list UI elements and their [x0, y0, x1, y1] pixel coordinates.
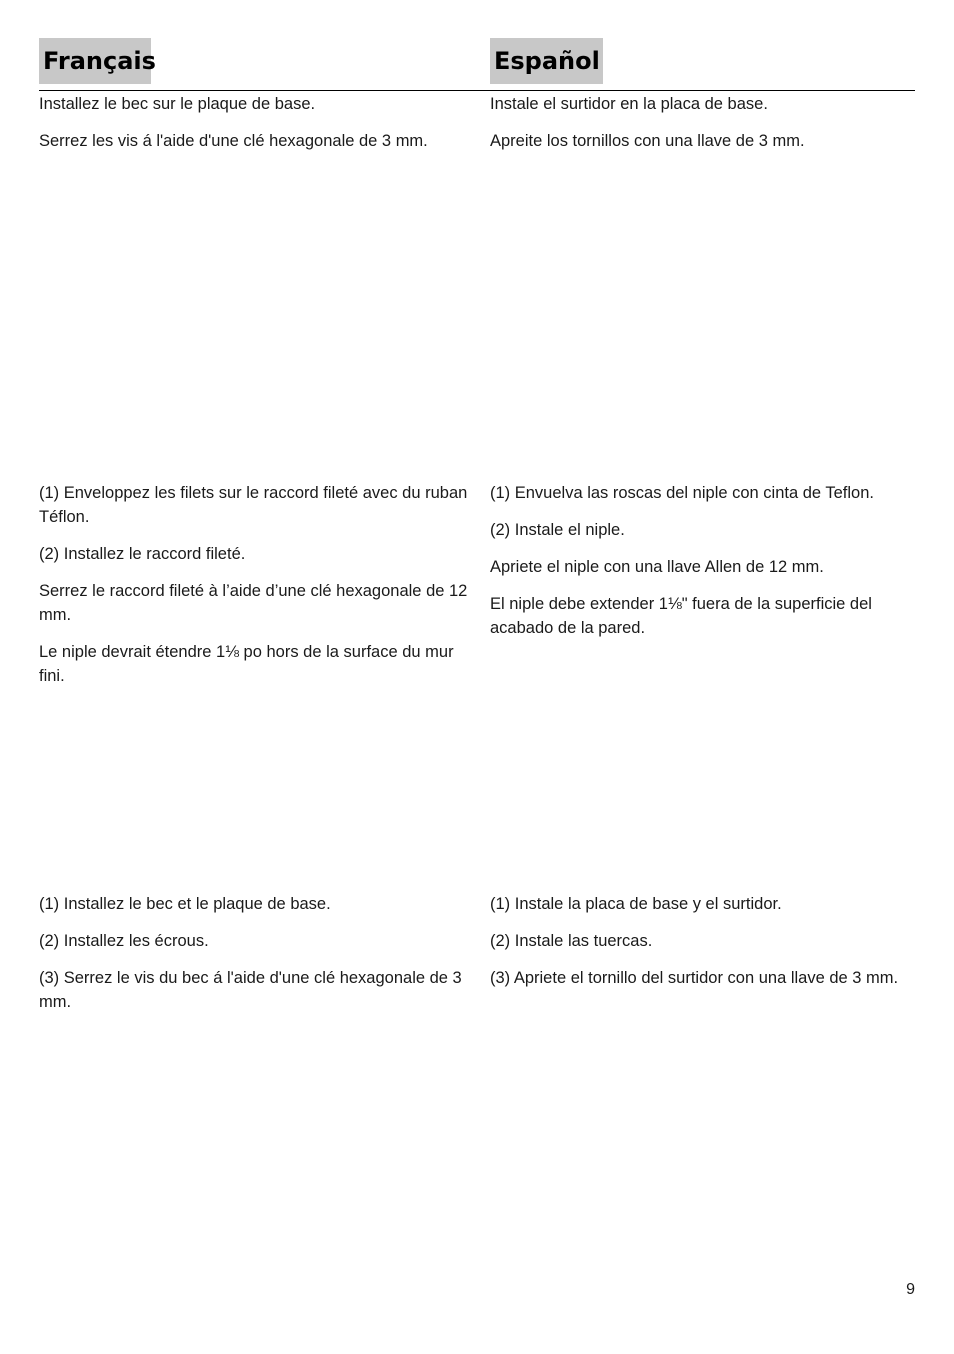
paragraph: Installez le bec sur le plaque de base.: [39, 95, 316, 113]
paragraph: (1) Enveloppez les filets sur le raccord fileté avec du ruban Téflon.: [39, 484, 468, 526]
paragraph: (2) Installez les écrous.: [39, 932, 209, 950]
section-1-spanish: [490, 92, 915, 166]
section-2-french: [39, 481, 469, 701]
spanish-heading: Español: [490, 38, 603, 84]
section-3-french: [39, 892, 469, 1027]
paragraph: (1) Envuelva las roscas del niple con cinta de Teflon.: [490, 484, 874, 502]
paragraph: Serrez les vis á l'aide d'une clé hexagonale de 3 mm.: [39, 132, 428, 150]
paragraph: (1) Instale la placa de base y el surtidor.: [490, 895, 782, 913]
paragraph: El niple debe extender 1⅛" fuera de la superficie del acabado de la pared.: [490, 595, 872, 637]
paragraph: Le niple devrait étendre 1⅛ po hors de la surface du mur fini.: [39, 643, 454, 685]
section-2-spanish: [490, 481, 915, 653]
paragraph: (2) Instale las tuercas.: [490, 932, 653, 950]
paragraph: (2) Installez le raccord fileté.: [39, 545, 246, 563]
french-heading: Français: [39, 38, 151, 84]
paragraph: (3) Serrez le vis du bec á l'aide d'une clé hexagonale de 3 mm.: [39, 969, 462, 1011]
paragraph: (3) Apriete el tornillo del surtidor con una llave de 3 mm.: [490, 969, 899, 987]
paragraph: Apreite los tornillos con una llave de 3 mm.: [490, 132, 805, 150]
section-3-spanish: [490, 892, 915, 1003]
paragraph: Serrez le raccord fileté à l’aide d’une clé hexagonale de 12 mm.: [39, 582, 468, 624]
header-divider: [39, 90, 915, 91]
section-1-french: [39, 92, 469, 166]
paragraph: Apriete el niple con una llave Allen de 12 mm.: [490, 558, 824, 576]
paragraph: (1) Installez le bec et le plaque de base.: [39, 895, 331, 913]
page-number: 9: [906, 1281, 915, 1298]
paragraph: (2) Instale el niple.: [490, 521, 625, 539]
paragraph: Instale el surtidor en la placa de base.: [490, 95, 768, 113]
